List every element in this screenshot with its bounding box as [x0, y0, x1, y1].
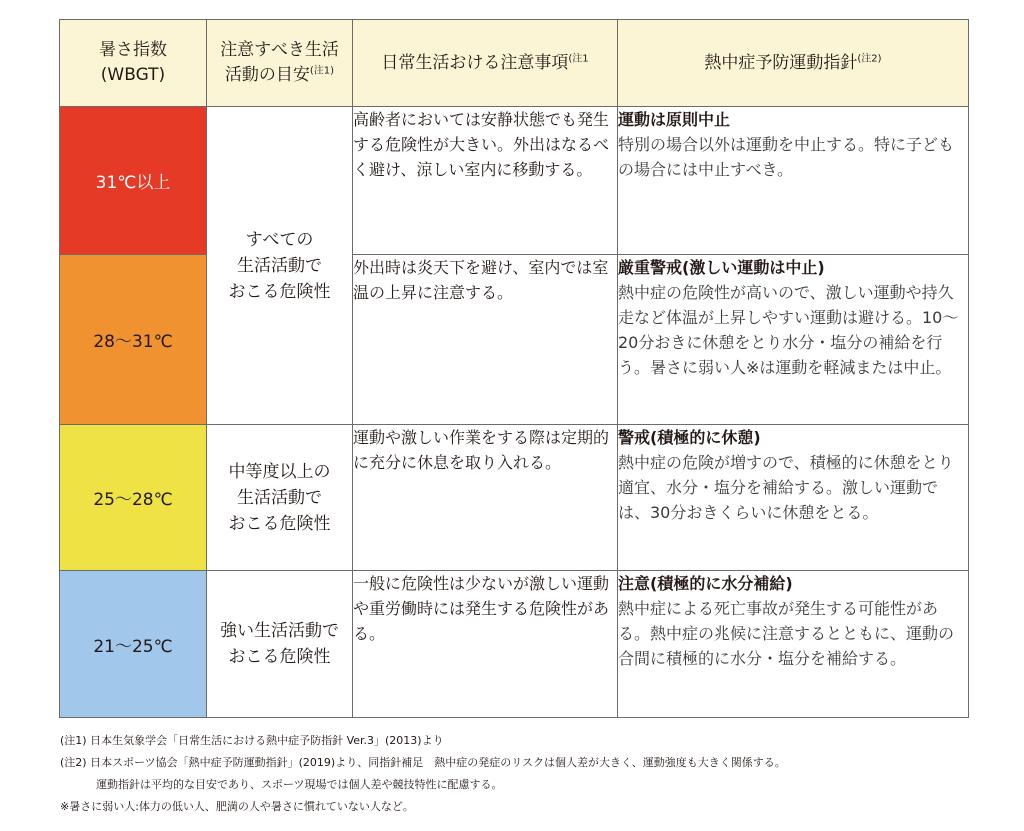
footnote-2-continued: 運動指針は平均的な目安であり、スポーツ現場では個人差や競技特性に配慮する。 — [96, 778, 503, 791]
footnote-asterisk: ※暑さに弱い人:体力の低い人、肥満の人や暑さに慣れていない人など。 — [60, 800, 414, 813]
table-row — [60, 571, 969, 718]
activity-all-line2: 生活活動で — [237, 255, 322, 276]
daily-life-21: 一般に危険性は少ないが激しい運動や重労働時には発生する危険性がある。 — [353, 571, 618, 718]
activity-moderate-line3: おこる危険性 — [228, 513, 331, 534]
daily-life-31: 高齢者においては安静状態でも発生する危険性が大きい。外出はなるべく避け、涼しい室内に移動する。 — [353, 107, 618, 255]
guide-31-text: 特別の場合以外は運動を中止する。特に子どもの場合には中止すべき。 — [618, 135, 955, 179]
header-wbgt-line2: (WBGT) — [100, 65, 166, 85]
header-activity — [207, 20, 353, 107]
footnote-2: (注2) 日本スポーツ協会「熱中症予防運動指針」(2019)より、同指針補足 熱中症の発症のリスクは個人差が大きく、運動強度も大きく関係する。 — [60, 756, 786, 769]
activity-strong-line2: おこる危険性 — [228, 647, 331, 667]
guide-21 — [618, 571, 969, 718]
daily-life-25: 運動や激しい作業をする際は定期的に充分に休息を取り入れる。 — [353, 425, 618, 571]
table-row — [60, 255, 969, 425]
guide-25-text: 熱中症の危険が増すので、積極的に休憩をとり適宜、水分・塩分を補給する。激しい運動では、30分おきくらいに休憩をとる。 — [618, 453, 954, 522]
guide-28 — [618, 255, 969, 425]
guide-28-text: 熱中症の危険性が高いので、激しい運動や持久走など体温が上昇しやすい運動は避ける。10～20分おきに休憩をとり水分・塩分の補給を行う。暑さに弱い人※は運動を軽減または中止。 — [618, 283, 959, 377]
header-daily-life-label: 日常生活おける注意事項 — [381, 52, 569, 73]
header-row — [60, 20, 969, 107]
header-wbgt-line1: 暑さ指数 — [99, 40, 167, 60]
header-activity-note: (注1) — [309, 65, 335, 77]
header-activity-line2: 活動の目安 — [224, 65, 310, 85]
header-exercise-guide-note: (注2) — [857, 52, 882, 64]
guide-31 — [618, 107, 969, 255]
guide-31-title: 運動は原則中止 — [618, 110, 731, 129]
activity-all-line1: すべての — [245, 229, 314, 250]
wbgt-range-21: 21～25℃ — [60, 571, 207, 718]
guide-21-title: 注意(積極的に水分補給) — [618, 574, 793, 593]
wbgt-table — [59, 19, 969, 718]
activity-strong-line1: 強い生活活動で — [220, 621, 339, 641]
table-row — [60, 425, 969, 571]
footnotes — [60, 730, 990, 818]
header-activity-line1: 注意すべき生活 — [220, 40, 339, 60]
header-exercise-guide-label: 熱中症予防運動指針 — [704, 52, 858, 73]
guide-25 — [618, 425, 969, 571]
header-daily-life-note: (注1 — [568, 52, 589, 64]
activity-moderate-line1: 中等度以上の — [228, 461, 331, 482]
header-daily-life — [353, 20, 618, 107]
activity-moderate-line2: 生活活動で — [237, 487, 322, 508]
activity-all-line3: おこる危険性 — [228, 281, 331, 302]
header-exercise-guide — [618, 20, 969, 107]
activity-all — [207, 107, 353, 425]
header-wbgt — [60, 20, 207, 107]
guide-21-text: 熱中症による死亡事故が発生する可能性がある。熱中症の兆候に注意するとともに、運動の合間に積極的に水分・塩分を補給する。 — [618, 599, 955, 668]
wbgt-range-28: 28～31℃ — [60, 255, 207, 425]
guide-28-title: 厳重警戒(激しい運動は中止) — [618, 258, 825, 277]
daily-life-28: 外出時は炎天下を避け、室内では室温の上昇に注意する。 — [353, 255, 618, 425]
wbgt-range-25: 25～28℃ — [60, 425, 207, 571]
table-row — [60, 107, 969, 255]
activity-strong — [207, 571, 353, 718]
guide-25-title: 警戒(積極的に休憩) — [618, 428, 761, 447]
wbgt-range-31: 31℃以上 — [60, 107, 207, 255]
activity-moderate — [207, 425, 353, 571]
footnote-1: (注1) 日本生気象学会「日常生活における熱中症予防指針 Ver.3」(2013)より — [60, 734, 444, 747]
